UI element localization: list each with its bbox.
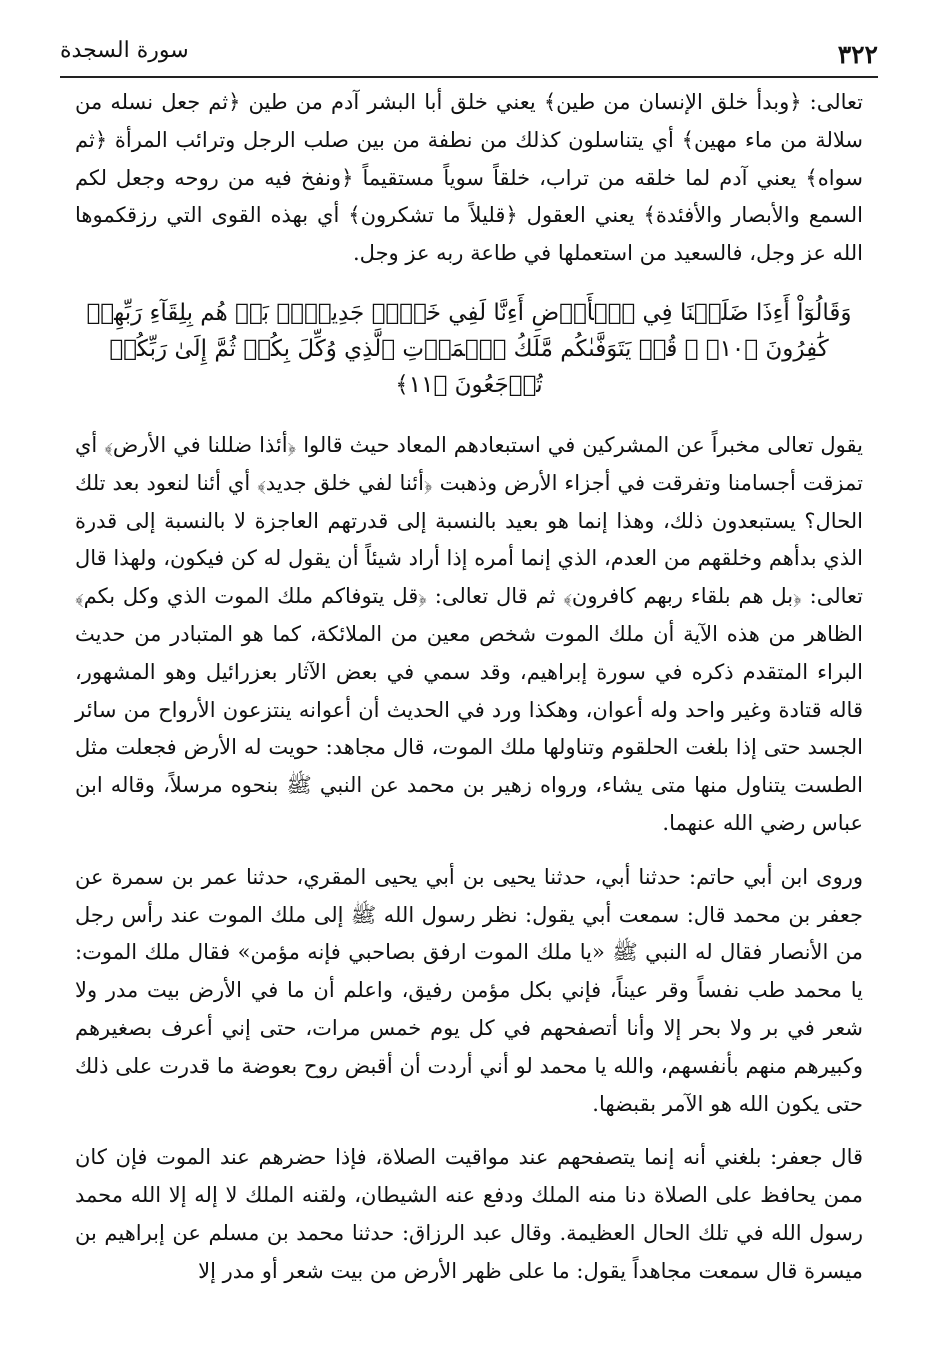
header-divider <box>60 76 878 78</box>
tafsir-paragraph-2: يقول تعالى مخبراً عن المشركين في استبعادهم المعاد حيث قالوا ﴿أئذا ضللنا في الأرض﴾ أي تمزقت أجسامنا وتفرقت في أجزاء الأرض وذهبت ﴿أئنا لفي خلق جديد﴾ أي أئنا لنعود بعد تلك الحال؟ يستبعدون ذلك، وهذا إنما هو بعيد بالنسبة إلى قدرتهم العاجزة لا بالنسبة إلى قدرة الذي بدأهم وخلقهم من العدم، الذي إنما أمره إذا أراد شيئاً أن يقول له كن فيكون، ولهذا قال تعالى: ﴿بل هم بلقاء ربهم كافرون﴾ ثم قال تعالى: ﴿قل يتوفاكم ملك الموت الذي وكل بكم﴾ الظاهر من هذه الآية أن ملك الموت شخص معين من الملائكة، كما هو المتبادر من حديث البراء المتقدم ذكره في سورة إبراهيم، وقد سمي في بعض الآثار بعزرائيل وهو المشهور، قاله قتادة وغير واحد وله أعوان، وهكذا ورد في الحديث أن أعوانه ينتزعون الأرواح من سائر الجسد حتى إذا بلغت الحلقوم وتناولها ملك الموت، قال مجاهد: حويت له الأرض فجعلت مثل الطست يتناول منها متى يشاء، ورواه زهير بن محمد عن النبي ﷺ بنحوه مرسلاً، وقاله ابن عباس رضي الله عنهما. <box>75 432 863 835</box>
page-header <box>60 28 878 76</box>
quran-verse-block: وَقَالُوٓاْ أَءِذَا ضَلَلۡنَا فِي ٱلۡأَرۡضِ أَءِنَّا لَفِي خَلۡقٖ جَدِيدِۭۚ بَلۡ هُم بِلِقَآءِ رَبِّهِمۡ كَٰفِرُونَ ﴿١٠﴾ ۞ قُلۡ يَتَوَفَّىٰكُم مَّلَكُ ٱلۡمَوۡتِ ٱلَّذِي وُكِّلَ بِكُمۡ ثُمَّ إِلَىٰ رَبِّكُمۡ تُرۡجَعُونَ ﴿١١﴾ <box>86 299 852 398</box>
page-number: ٣٢٢ <box>837 40 878 69</box>
page-body <box>75 84 863 1291</box>
surah-title: سورة السجدة <box>60 38 189 63</box>
tafsir-paragraph-4: قال جعفر: بلغني أنه إنما يتصفحهم عند مواقيت الصلاة، فإذا حضرهم عند الموت فإن كان ممن يحافظ على الصلاة دنا منه الملك ودفع عنه الشيطان، ولقنه الملك لا إله إلا الله محمد رسول الله في تلك الحال العظيمة. وقال عبد الرزاق: حدثنا محمد بن مسلم عن إبراهيم بن ميسرة قال سمعت مجاهداً يقول: ما على ظهر الأرض من بيت شعر أو مدر إلا <box>75 1145 863 1283</box>
tafsir-paragraph-1: تعالى: ﴿وبدأ خلق الإنسان من طين﴾ يعني خلق أبا البشر آدم من طين ﴿ثم جعل نسله من سلالة من ماء مهين﴾ أي يتناسلون كذلك من نطفة من بين صلب الرجل وترائب المرأة ﴿ثم سواه﴾ يعني آدم لما خلقه من تراب، خلقاً سوياً مستقيماً ﴿ونفخ فيه من روحه وجعل لكم السمع والأبصار والأفئدة﴾ يعني العقول ﴿قليلاً ما تشكرون﴾ أي بهذه القوى التي رزقكموها الله عز وجل، فالسعيد من استعملها في طاعة ربه عز وجل. <box>75 90 863 266</box>
tafsir-paragraph-3: وروى ابن أبي حاتم: حدثنا أبي، حدثنا يحيى بن أبي يحيى المقري، حدثنا عمر بن سمرة عن جعفر بن محمد قال: سمعت أبي يقول: نظر رسول الله ﷺ إلى ملك الموت عند رأس رجل من الأنصار فقال له النبي ﷺ «يا ملك الموت ارفق بصاحبي فإنه مؤمن» فقال ملك الموت: يا محمد طب نفساً وقر عيناً، فإني بكل مؤمن رفيق، واعلم أن ما في الأرض بيت مدر ولا شعر في بر ولا بحر إلا وأنا أتصفحهم في كل يوم خمس مرات، حتى إني أعرف بصغيرهم وكبيرهم منهم بأنفسهم، والله يا محمد لو أني أردت أن أقبض روح بعوضة ما قدرت على ذلك حتى يكون الله هو الآمر بقبضها. <box>75 864 863 1116</box>
